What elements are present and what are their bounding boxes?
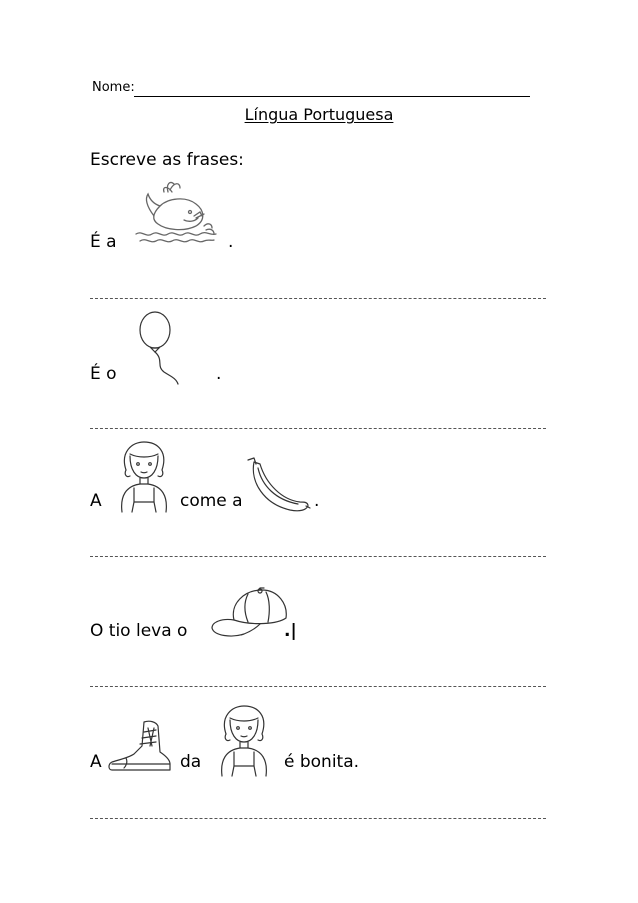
sentence-4-text-1: O tio leva o xyxy=(90,621,188,641)
sentence-5-text-1: A xyxy=(90,752,102,772)
girl-picture xyxy=(112,440,178,512)
answer-line-4[interactable] xyxy=(90,686,546,687)
sentence-2-text-2: . xyxy=(216,364,222,384)
name-field-line[interactable] xyxy=(134,96,530,97)
sentence-1-text-2: . xyxy=(228,232,234,252)
sentence-5-text-2: da xyxy=(180,752,202,772)
page-title: Língua Portuguesa xyxy=(244,105,394,124)
sentence-4-text-2: .| xyxy=(284,621,297,641)
instruction-text: Escreve as frases: xyxy=(90,150,244,170)
answer-line-3[interactable] xyxy=(90,556,546,557)
boot-picture xyxy=(104,718,174,772)
balloon-picture xyxy=(134,308,186,386)
girl-picture xyxy=(212,704,278,776)
sentence-3-text-1: A xyxy=(90,491,102,511)
name-label: Nome: xyxy=(92,80,135,95)
answer-line-2[interactable] xyxy=(90,428,546,429)
cap-picture xyxy=(208,586,290,640)
sentence-3-text-3: . xyxy=(314,491,320,511)
sentence-5-text-3: é bonita. xyxy=(284,752,360,772)
answer-line-1[interactable] xyxy=(90,298,546,299)
sentence-2-text-1: É o xyxy=(90,364,117,384)
sentence-3-text-2: come a xyxy=(180,491,243,511)
answer-line-5[interactable] xyxy=(90,818,546,819)
whale-picture xyxy=(134,178,218,246)
sentence-1-text-1: É a xyxy=(90,232,117,252)
banana-picture xyxy=(244,456,312,514)
